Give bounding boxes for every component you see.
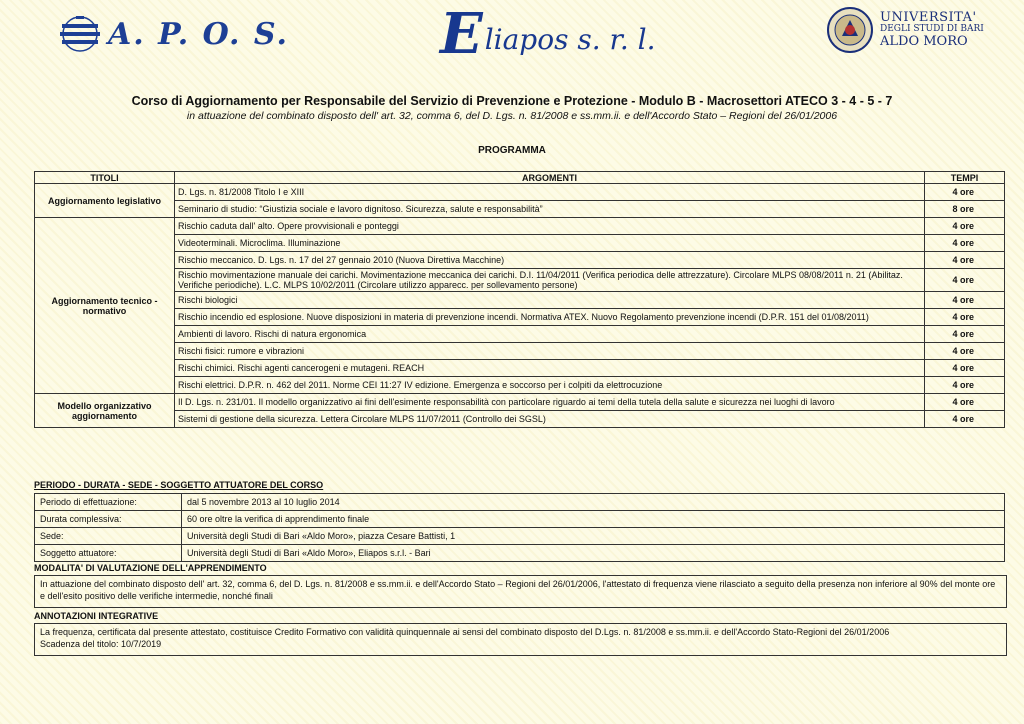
tempo-cell: 4 ore — [925, 377, 1005, 394]
table-row — [35, 377, 1005, 394]
periodo-heading: PERIODO - DURATA - SEDE - SOGGETTO ATTUATORE DEL CORSO — [34, 480, 324, 490]
table-row — [35, 218, 1005, 235]
tempo-cell: 4 ore — [925, 360, 1005, 377]
tempo-cell: 4 ore — [925, 218, 1005, 235]
header-titoli: TITOLI — [35, 172, 175, 184]
info-label: Periodo di effettuazione: — [35, 494, 182, 511]
argomento-cell: Rischio meccanico. D. Lgs. n. 17 del 27 gennaio 2010 (Nuova Direttiva Macchine) — [175, 252, 925, 269]
info-value: 60 ore oltre la verifica di apprendimento finale — [182, 511, 1005, 528]
modalita-heading: MODALITA' DI VALUTAZIONE DELL'APPRENDIMENTO — [34, 563, 267, 573]
program-table — [34, 171, 1005, 428]
info-label: Soggetto attuatore: — [35, 545, 182, 562]
argomento-cell: Rischio caduta dall' alto. Opere provvisionali e ponteggi — [175, 218, 925, 235]
table-row — [35, 235, 1005, 252]
argomento-cell: Rischi biologici — [175, 292, 925, 309]
argomento-cell: D. Lgs. n. 81/2008 Titolo I e XIII — [175, 184, 925, 201]
tempo-cell: 8 ore — [925, 201, 1005, 218]
table-row — [35, 326, 1005, 343]
table-row — [35, 309, 1005, 326]
table-row — [35, 269, 1005, 292]
argomento-cell: Rischio incendio ed esplosione. Nuove disposizioni in materia di prevenzione incendi. Normativa ATEX. Nuovo Regolamento prevenzione incendi (D.P.R. 151 del 01/08/2011) — [175, 309, 925, 326]
course-title: Corso di Aggiornamento per Responsabile del Servizio di Prevenzione e Protezione - Modulo B - Macrosettori ATECO 3 - 4 - 5 - 7 — [131, 94, 893, 108]
eliapos-logo-text: liapos s. r. l. — [484, 23, 656, 56]
table-header-row — [35, 172, 1005, 184]
info-label: Durata complessiva: — [35, 511, 182, 528]
table-row — [35, 394, 1005, 411]
argomento-cell: Sistemi di gestione della sicurezza. Lettera Circolare MLPS 11/07/2011 (Controllo dei SGSL) — [175, 411, 925, 428]
annotazioni-heading: ANNOTAZIONI INTEGRATIVE — [34, 611, 159, 621]
table-row — [35, 511, 1005, 528]
group-title: Aggiornamento legislativo — [35, 184, 175, 218]
periodo-table — [34, 493, 1005, 562]
table-row — [35, 528, 1005, 545]
table-row — [35, 360, 1005, 377]
university-sub: DEGLI STUDI DI BARI — [880, 24, 984, 35]
argomento-cell: Rischi chimici. Rischi agenti cancerogeni e mutageni. REACH — [175, 360, 925, 377]
table-row — [35, 411, 1005, 428]
tempo-cell: 4 ore — [925, 343, 1005, 360]
argomento-cell: Il D. Lgs. n. 231/01. Il modello organizzativo ai fini dell'esimente responsabilità con particolare riguardo ai temi della tutela della salute e sicurezza nei luoghi di lavoro — [175, 394, 925, 411]
table-row — [35, 184, 1005, 201]
tempo-cell: 4 ore — [925, 269, 1005, 292]
university-aldo-moro: ALDO MORO — [880, 33, 968, 49]
header-tempi: TEMPI — [925, 172, 1005, 184]
scadenza-text: Scadenza del titolo: 10/7/2019 — [40, 639, 162, 650]
table-row — [35, 252, 1005, 269]
apos-logo-text: A. P. O. S. — [108, 16, 289, 52]
programma-heading: PROGRAMMA — [478, 145, 546, 156]
tempo-cell: 4 ore — [925, 184, 1005, 201]
argomento-cell: Seminario di studio: “Giustizia sociale e lavoro dignitoso. Sicurezza, salute e responsabilità” — [175, 201, 925, 218]
modalita-text: In attuazione del combinato disposto dell' art. 32, comma 6, del D. Lgs. n. 81/2008 e ss.mm.ii. e dell'Accordo Stato – Regioni del 26/01/2006, l'attestato di frequenza viene rilasciato a seguito della presenza non inferiore al 90% del monte ore e dell'esito positivo delle verifiche intermedie, nonché finali — [34, 575, 1007, 608]
info-value: dal 5 novembre 2013 al 10 luglio 2014 — [182, 494, 1005, 511]
annotazioni-box — [34, 623, 1007, 656]
course-title-block — [0, 94, 1024, 122]
table-row — [35, 343, 1005, 360]
argomento-cell: Rischi fisici: rumore e vibrazioni — [175, 343, 925, 360]
table-row — [35, 292, 1005, 309]
eliapos-logo-letter: E — [440, 1, 483, 67]
tempo-cell: 4 ore — [925, 292, 1005, 309]
course-subtitle: in attuazione del combinato disposto dell' art. 32, comma 6, del D. Lgs. n. 81/2008 e ss.mm.ii. e dell'Accordo Stato – Regioni del 26/01/2006 — [186, 110, 838, 122]
tempo-cell: 4 ore — [925, 309, 1005, 326]
info-label: Sede: — [35, 528, 182, 545]
university-seal-icon — [826, 6, 874, 54]
argomento-cell: Rischio movimentazione manuale dei carichi. Movimentazione meccanica dei carichi. D.I. 11/04/2011 (Verifica periodica delle attrezzature). Circolare MLPS 08/08/2011 n. 21 (Abilitaz. Verifiche periodiche). L.C. MLPS 10/02/2011 (Circolare utilizzo apparecc. per sollevamento persone) — [175, 269, 925, 292]
annotazioni-text: La frequenza, certificata dal presente attestato, costituisce Credito Formativo con validità quinquennale ai sensi del combinato disposto del D.Lgs. n. 81/2008 e ss.mm.ii. e dell'Accordo Stato-Regioni del 26/01/2006 — [40, 627, 890, 637]
group-title: Aggiornamento tecnico - normativo — [35, 218, 175, 394]
globe-icon — [58, 12, 102, 56]
university-name: UNIVERSITA' — [880, 9, 977, 25]
table-row — [35, 545, 1005, 562]
eliapos-logo — [440, 1, 656, 67]
info-value: Università degli Studi di Bari «Aldo Moro», Eliapos s.r.l. - Bari — [182, 545, 1005, 562]
argomento-cell: Ambienti di lavoro. Rischi di natura ergonomica — [175, 326, 925, 343]
tempo-cell: 4 ore — [925, 252, 1005, 269]
table-row — [35, 201, 1005, 218]
header-argomenti: ARGOMENTI — [175, 172, 925, 184]
group-title: Modello organizzativo aggiornamento — [35, 394, 175, 428]
tempo-cell: 4 ore — [925, 235, 1005, 252]
tempo-cell: 4 ore — [925, 326, 1005, 343]
university-logo — [826, 6, 984, 54]
tempo-cell: 4 ore — [925, 411, 1005, 428]
info-value: Università degli Studi di Bari «Aldo Moro», piazza Cesare Battisti, 1 — [182, 528, 1005, 545]
table-row — [35, 494, 1005, 511]
argomento-cell: Videoterminali. Microclima. Illuminazione — [175, 235, 925, 252]
apos-logo — [58, 12, 289, 56]
tempo-cell: 4 ore — [925, 394, 1005, 411]
argomento-cell: Rischi elettrici. D.P.R. n. 462 del 2011. Norme CEI 11:27 IV edizione. Emergenza e soccorso per i colpiti da elettrocuzione — [175, 377, 925, 394]
